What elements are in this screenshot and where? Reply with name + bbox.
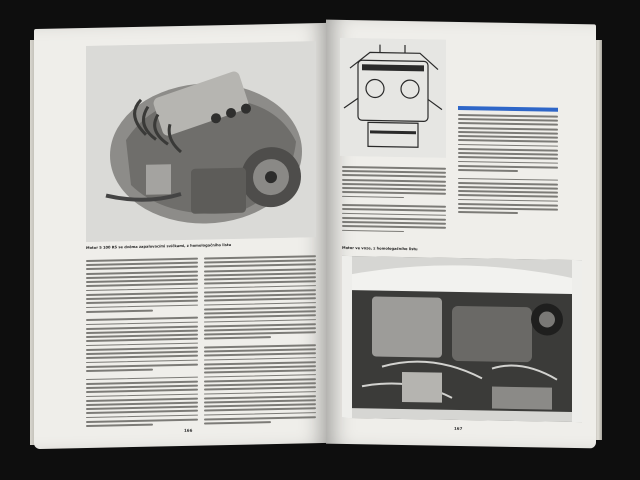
- text-line: [86, 275, 198, 279]
- text-line: [86, 372, 198, 376]
- text-line: [342, 200, 446, 204]
- engine-photo-caption: Motor 5 100 RS se dvěma zapalovacími svíčkami, z homologačního listu: [86, 242, 232, 250]
- page-number-left: 166: [184, 427, 193, 433]
- text-line: [86, 317, 198, 321]
- text-line: [204, 399, 316, 403]
- text-line: [86, 385, 198, 389]
- text-line: [86, 334, 198, 338]
- text-line: [86, 424, 153, 427]
- text-line: [204, 331, 316, 335]
- text-line: [342, 166, 446, 170]
- text-line: [342, 213, 446, 217]
- text-line: [204, 382, 316, 386]
- text-line: [342, 221, 446, 225]
- page-number-right: 167: [454, 425, 463, 432]
- text-line: [86, 376, 198, 380]
- text-line: [86, 342, 198, 346]
- left-text-column-2: [204, 255, 316, 427]
- text-line: [458, 148, 558, 152]
- engine-bay-caption: Motor ve voze, z homologačního listu: [342, 245, 418, 252]
- text-line: [204, 357, 316, 361]
- text-line: [86, 283, 198, 287]
- text-line: [458, 186, 558, 190]
- text-line: [204, 310, 316, 314]
- text-line: [458, 135, 558, 139]
- text-line: [458, 118, 558, 122]
- text-line: [86, 380, 198, 384]
- text-line: [86, 347, 198, 351]
- engine-photo: [86, 41, 316, 242]
- right-text-column-1: [342, 166, 446, 236]
- text-line: [204, 416, 316, 420]
- text-line: [86, 325, 198, 329]
- text-line: [204, 285, 316, 289]
- text-line: [342, 179, 446, 183]
- text-line: [204, 276, 316, 280]
- text-line: [458, 152, 558, 156]
- text-line: [458, 144, 558, 148]
- text-line: [86, 419, 198, 423]
- text-line: [86, 309, 153, 312]
- text-line: [86, 402, 198, 406]
- text-line: [86, 389, 198, 393]
- text-line: [204, 408, 316, 412]
- text-line: [86, 393, 198, 397]
- text-line: [86, 351, 198, 355]
- text-line: [204, 370, 316, 374]
- text-line: [204, 302, 316, 306]
- text-line: [204, 306, 316, 310]
- text-line: [458, 182, 558, 186]
- text-line: [342, 208, 446, 212]
- left-page: [34, 23, 328, 449]
- text-line: [86, 338, 198, 342]
- text-line: [86, 258, 198, 262]
- text-line: [86, 262, 198, 266]
- text-line: [458, 190, 558, 194]
- left-text-column-1: [86, 258, 198, 430]
- text-line: [342, 196, 404, 199]
- text-line: [86, 300, 198, 304]
- text-line: [458, 122, 558, 126]
- text-line: [342, 229, 404, 232]
- text-line: [458, 194, 558, 198]
- text-line: [342, 183, 446, 187]
- text-line: [458, 199, 558, 203]
- text-line: [458, 203, 558, 207]
- text-line: [342, 225, 446, 229]
- text-line: [204, 281, 316, 285]
- text-line: [86, 270, 198, 274]
- text-line: [204, 361, 316, 365]
- text-line: [204, 374, 316, 378]
- text-line: [204, 395, 316, 399]
- text-line: [204, 337, 271, 340]
- text-line: [86, 397, 198, 401]
- engine-bay-photo: [342, 256, 582, 422]
- text-line: [86, 364, 198, 368]
- text-line: [458, 127, 558, 131]
- text-line: [458, 165, 558, 169]
- text-line: [204, 348, 316, 352]
- text-line: [86, 406, 198, 410]
- text-line: [204, 298, 316, 302]
- text-line: [204, 378, 316, 382]
- text-line: [458, 169, 518, 172]
- text-line: [86, 287, 198, 291]
- text-line: [204, 268, 316, 272]
- text-line: [86, 414, 198, 418]
- text-line: [204, 412, 316, 416]
- text-line: [86, 355, 198, 359]
- text-line: [204, 272, 316, 276]
- text-line: [204, 323, 316, 327]
- text-line: [204, 327, 316, 331]
- text-line: [86, 304, 198, 308]
- text-line: [204, 403, 316, 407]
- text-line: [458, 207, 558, 211]
- text-line: [86, 279, 198, 283]
- text-line: [342, 174, 446, 178]
- text-line: [204, 293, 316, 297]
- text-line: [204, 259, 316, 263]
- text-line: [86, 292, 198, 296]
- text-line: [204, 365, 316, 369]
- text-line: [204, 353, 316, 357]
- text-line: [86, 330, 198, 334]
- text-line: [86, 313, 198, 317]
- text-line: [204, 421, 271, 424]
- right-page: [326, 20, 596, 449]
- engine-drawing: [340, 38, 446, 158]
- text-line: [458, 114, 558, 118]
- text-line: [86, 266, 198, 270]
- accent-bar: [458, 106, 558, 112]
- text-line: [458, 211, 518, 214]
- text-line: [458, 131, 558, 135]
- text-line: [204, 289, 316, 293]
- text-line: [86, 321, 198, 325]
- text-line: [458, 156, 558, 160]
- text-line: [204, 344, 316, 348]
- text-line: [86, 296, 198, 300]
- text-line: [204, 255, 316, 259]
- text-line: [342, 217, 446, 221]
- text-line: [342, 191, 446, 195]
- text-line: [458, 177, 558, 181]
- text-line: [342, 204, 446, 208]
- text-line: [342, 187, 446, 191]
- text-line: [204, 319, 316, 323]
- text-line: [458, 139, 558, 143]
- text-line: [342, 170, 446, 174]
- text-line: [204, 340, 316, 344]
- text-line: [204, 391, 316, 395]
- text-line: [204, 386, 316, 390]
- text-line: [458, 173, 558, 177]
- text-line: [204, 264, 316, 268]
- text-line: [86, 369, 153, 372]
- text-line: [86, 410, 198, 414]
- text-line: [86, 359, 198, 363]
- text-line: [458, 161, 558, 165]
- text-line: [204, 314, 316, 318]
- right-text-column-2: [458, 114, 558, 217]
